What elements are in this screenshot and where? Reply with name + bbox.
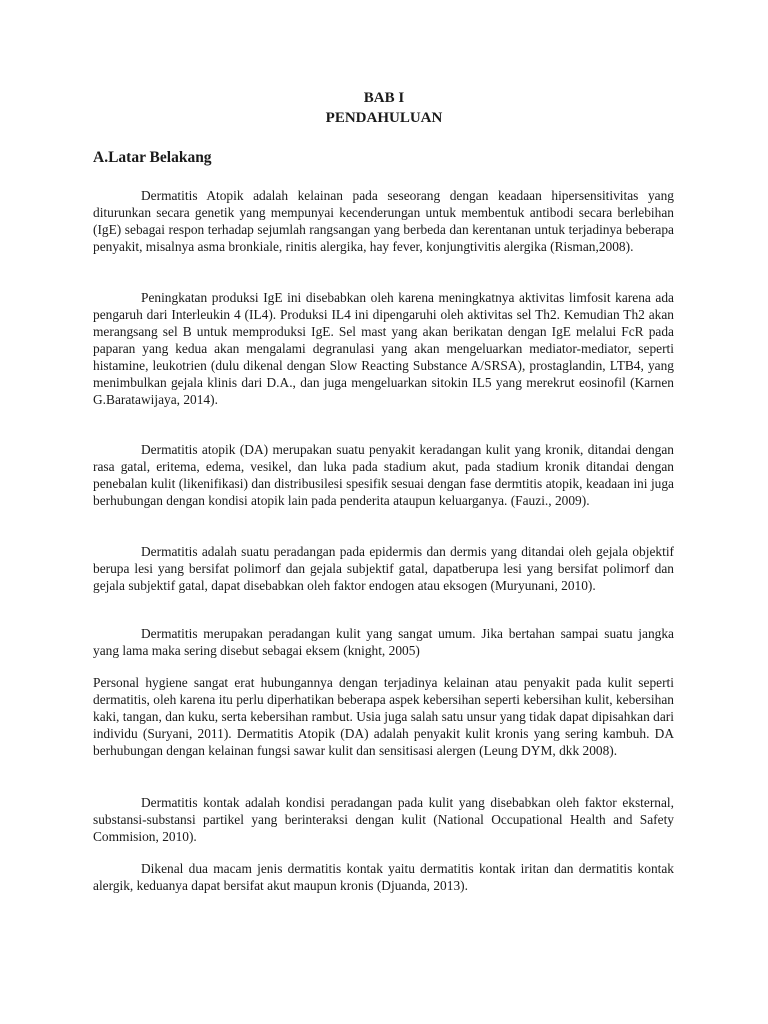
paragraph: Dikenal dua macam jenis dermatitis kontak yaitu dermatitis kontak iritan dan dermatitis kontak alergik, keduanya dapat bersifat akut maupun kronis (Djuanda, 2013). [93, 861, 674, 893]
chapter-number: BAB I [363, 90, 405, 106]
paragraph: Dermatitis kontak adalah kondisi peradangan pada kulit yang disebabkan oleh faktor eksternal, substansi-substansi partikel yang berinteraksi dengan kulit (National Occupational Health and Safety Commision, 2010). [93, 795, 674, 844]
paragraph: Personal hygiene sangat erat hubungannya dengan terjadinya kelainan atau penyakit pada kulit seperti dermatitis, oleh karena itu perlu diperhatikan beberapa aspek kebersihan seperti kebersihan kulit, kebersihan kaki, tangan, dan kuku, serta kebersihan rambut. Usia juga salah satu unsur yang tidak dapat dipisahkan dari individu (Suryani, 2011). Dermatitis Atopik (DA) adalah penyakit kulit kronis yang sering kambuh. DA berhubungan dengan kelainan fungsi sawar kulit dan sensitisasi alergen (Leung DYM, dkk 2008). [93, 675, 674, 758]
section-title: A.Latar Belakang [93, 149, 212, 166]
paragraph: Peningkatan produksi IgE ini disebabkan oleh karena meningkatnya aktivitas limfosit karena ada pengaruh dari Interleukin 4 (IL4). Produksi IL4 ini dipengaruhi oleh aktivitas sel Th2. Kemudian Th2 akan merangsang sel B untuk memproduksi IgE. Sel mast yang akan berikatan dengan IgE melalui FcR pada paparan yang kedua akan mengalami degranulasi yang akan mengeluarkan mediator-mediator, seperti histamine, leukotrien (dulu dikenal dengan Slow Reacting Substance A/SRSA), prostaglandin, LTB4, yang menimbulkan gejala klinis dari D.A., dan juga mengeluarkan sitokin IL5 yang merekrut eosinofil (Karnen G.Baratawijaya, 2014). [93, 290, 674, 407]
paragraph: Dermatitis Atopik adalah kelainan pada seseorang dengan keadaan hipersensitivitas yang diturunkan secara genetik yang mempunyai kecenderungan untuk membentuk antibodi secara berlebihan (IgE) sebagai respon terhadap sejumlah rangsangan yang berbeda dan kerentanan untuk terjadinya beberapa penyakit, misalnya asma bronkiale, rinitis alergika, hay fever, konjungtivitis alergika (Risman,2008). [93, 188, 674, 254]
paragraph: Dermatitis atopik (DA) merupakan suatu penyakit keradangan kulit yang kronik, ditandai dengan rasa gatal, eritema, edema, vesikel, dan luka pada stadium akut, pada stadium kronik ditandai dengan penebalan kulit (likenifikasi) dan distribusilesi spesifik sesuai dengan fase dermtitis atopik, keadaan ini juga berhubungan dengan kondisi atopik lain pada penderita ataupun keluarganya. (Fauzi., 2009). [93, 442, 674, 508]
chapter-title: PENDAHULUAN [325, 110, 443, 126]
paragraph: Dermatitis merupakan peradangan kulit yang sangat umum. Jika bertahan sampai suatu jangka yang lama maka sering disebut sebagai eksem (knight, 2005) [93, 626, 674, 658]
paragraph: Dermatitis adalah suatu peradangan pada epidermis dan dermis yang ditandai oleh gejala objektif berupa lesi yang bersifat polimorf dan gejala subjektif gatal, dapatberupa lesi yang bersifat polimorf dan gejala subjektif gatal, dapat disebabkan oleh faktor endogen atau eksogen (Muryunani, 2010). [93, 544, 674, 593]
